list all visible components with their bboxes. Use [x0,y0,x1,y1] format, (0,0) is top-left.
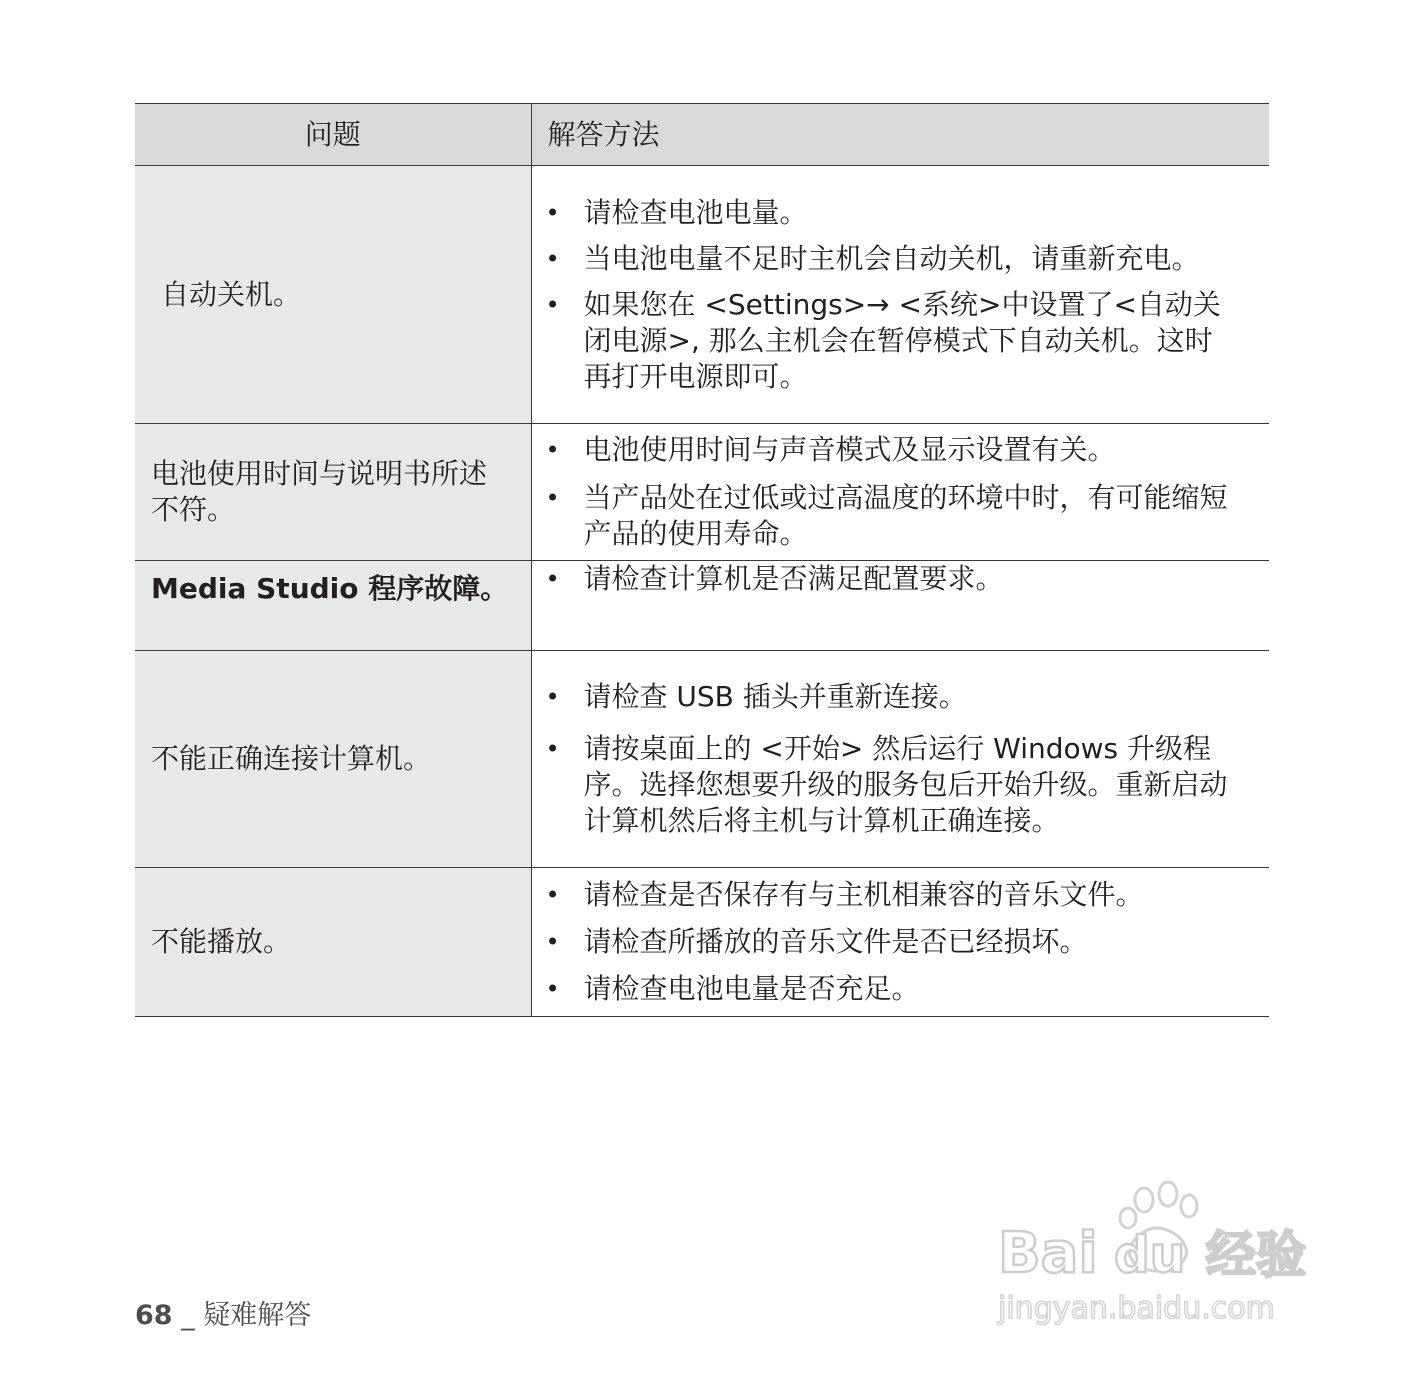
bullet-icon: • [545,975,560,1003]
answer-cell [531,868,1269,1017]
question-cell: 电池使用时间与说明书所述不符。 [135,424,531,561]
header-answer: 解答方法 [531,104,1269,166]
bullet-icon: • [545,735,560,763]
answer-list [546,561,1238,597]
answer-cell [531,166,1269,424]
answer-item [546,287,1238,395]
answer-item [546,679,1238,715]
header-question: 问题 [135,104,531,166]
section-title: 疑难解答 [203,1300,312,1331]
answer-cell [531,424,1269,561]
question-cell: 自动关机。 [135,166,531,424]
bullet-icon: • [545,881,560,909]
answer-cell [531,651,1269,868]
question-cell: 不能播放。 [135,868,531,1017]
answer-list [546,679,1238,839]
bullet-icon: • [545,484,560,512]
answer-item [546,432,1238,468]
answer-list [546,195,1238,395]
answer-text: 电池使用时间与声音模式及显示设置有关。 [583,433,1116,466]
bullet-icon: • [545,244,560,273]
svg-text:经验: 经验 [1206,1226,1306,1284]
troubleshooting-table [135,103,1269,1017]
answer-text: 请检查计算机是否满足配置要求。 [583,562,1004,595]
footer-separator: _ [181,1300,195,1331]
answer-list [546,877,1238,1007]
answer-text: 如果您在 <Settings>→ <系统>中设置了<自动关闭电源>, 那么主机会在暂停模式下自动关机。这时再打开电源即可。 [583,287,1221,393]
answer-item [546,924,1238,960]
answer-text: 当电池电量不足时主机会自动关机，请重新充电。 [583,241,1200,275]
baidu-watermark-logo [996,1180,1326,1330]
answer-item [546,731,1238,839]
answer-item [546,971,1238,1007]
svg-text:jingyan.baidu.com: jingyan.baidu.com [998,1291,1275,1326]
question-cell: 不能正确连接计算机。 [135,651,531,868]
bullet-icon: • [545,198,560,227]
answer-text: 请检查电池电量。 [583,195,808,229]
table-row [135,868,1269,1017]
answer-text: 请按桌面上的 <开始> 然后运行 Windows 升级程序。选择您想要升级的服务包后开始升级。重新启动计算机然后将主机与计算机正确连接。 [583,732,1228,837]
table-row [135,561,1269,651]
svg-text:Bai: Bai [998,1221,1098,1286]
svg-text:du: du [1114,1226,1186,1284]
bullet-icon: • [545,683,560,711]
bullet-icon: • [545,290,560,319]
answer-text: 请检查所播放的音乐文件是否已经损坏。 [583,925,1088,958]
answer-text: 请检查电池电量是否充足。 [583,972,920,1005]
table-header-row [135,104,1269,166]
answer-list [546,432,1238,552]
bullet-icon: • [545,436,560,464]
answer-item [546,241,1238,277]
bullet-icon: • [545,565,560,593]
question-cell: Media Studio 程序故障。 [135,561,531,651]
answer-text: 当产品处在过低或过高温度的环境中时，有可能缩短产品的使用寿命。 [583,481,1228,550]
table-row [135,166,1269,424]
answer-text: 请检查是否保存有与主机相兼容的音乐文件。 [583,878,1144,911]
answer-text: 请检查 USB 插头并重新连接。 [583,680,967,713]
answer-item [546,195,1238,231]
page-footer [135,1300,311,1332]
answer-item [546,561,1238,597]
table-row [135,424,1269,561]
answer-cell [531,561,1269,651]
bullet-icon: • [545,928,560,956]
page-number: 68 [135,1300,173,1331]
answer-item [546,877,1238,913]
answer-item [546,480,1238,552]
table-row [135,651,1269,868]
